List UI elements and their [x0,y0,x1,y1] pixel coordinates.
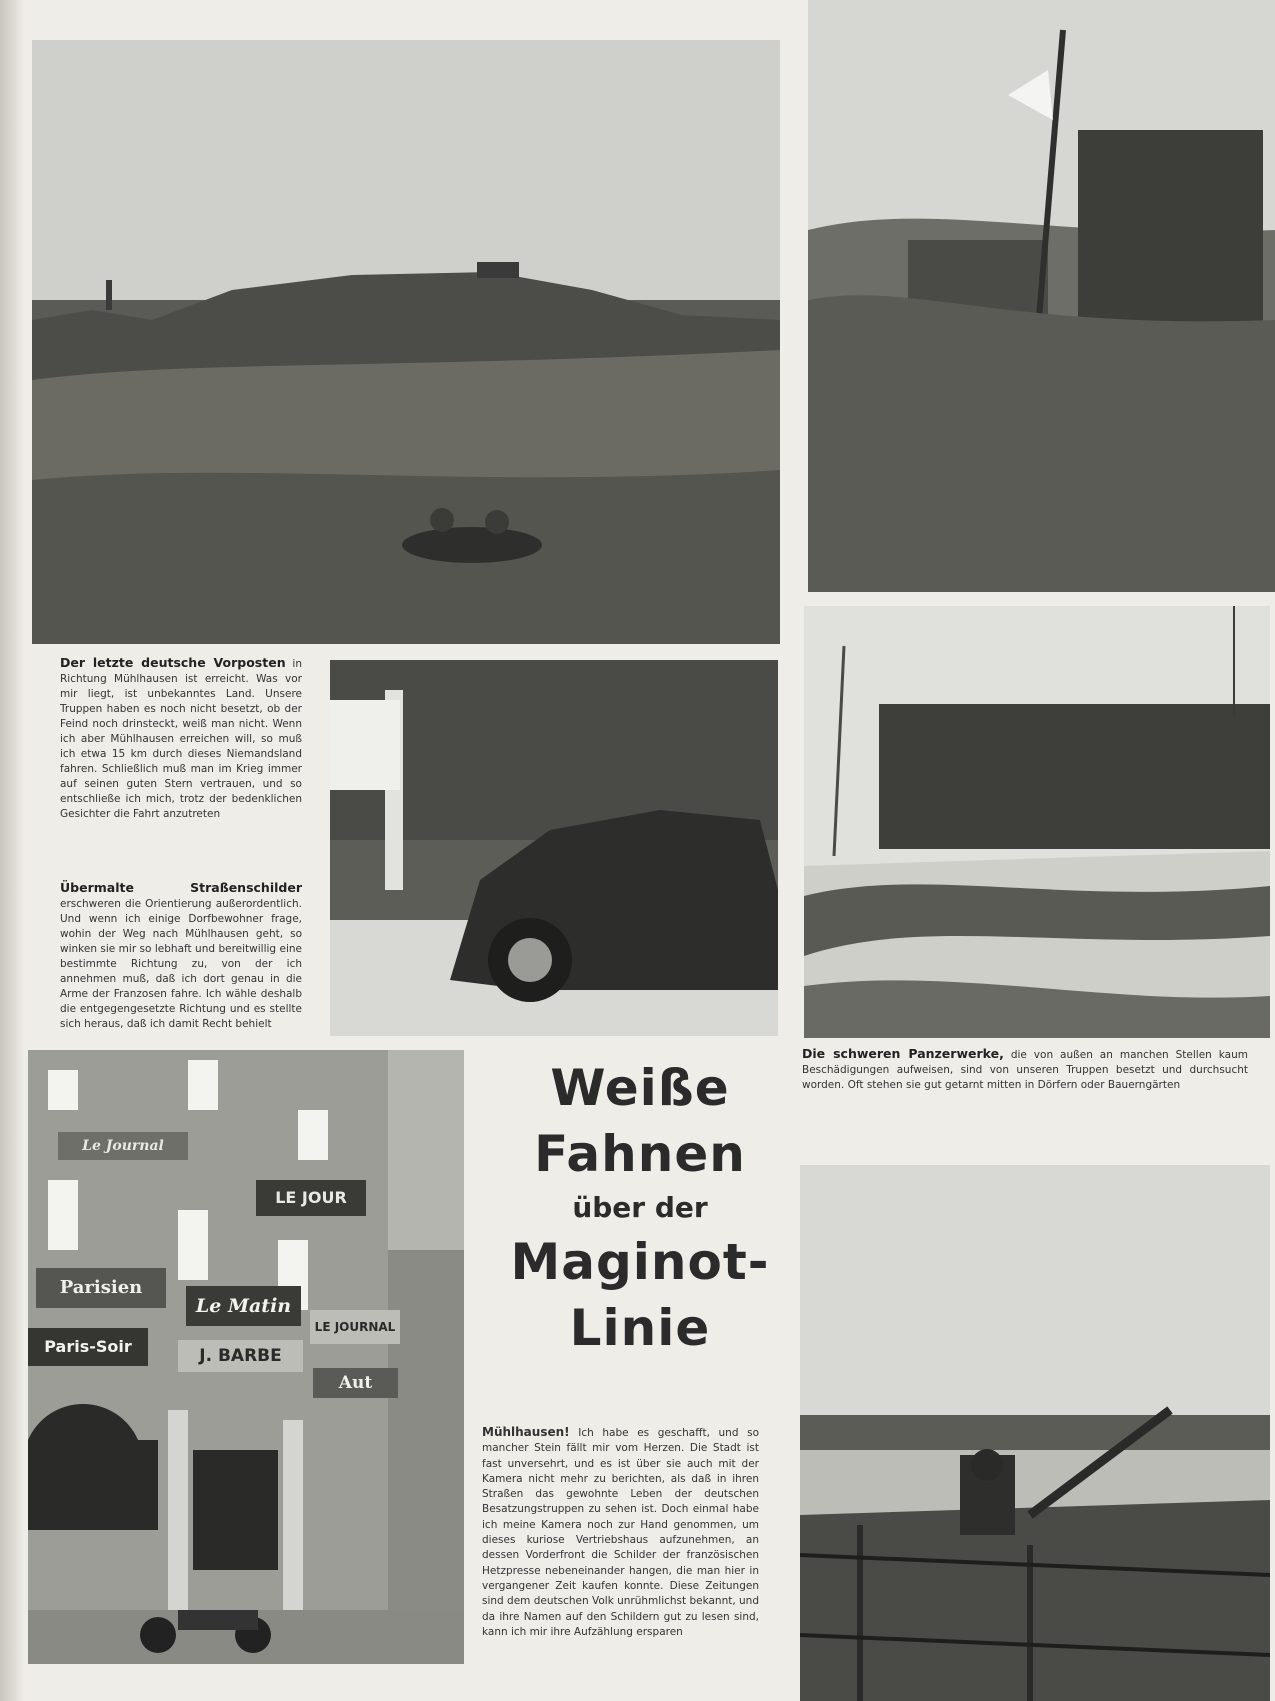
caption-vorposten [60,655,302,822]
caption-vorposten-lead: Der letzte deutsche Vorposten [60,655,286,670]
headline [480,1055,800,1361]
sign-parisien: Parisien [36,1268,166,1308]
white-flag-image [808,0,1275,592]
caption-strassenschilder-lead: Übermalte Straßenschilder [60,880,302,895]
headline-line-4: Maginot- [510,1233,770,1291]
photo-hill-outpost [32,40,780,644]
photo-river-gun-position [800,1165,1270,1701]
article-text: Ich habe es geschafft, und so mancher Stein fällt mir vom Herzen. Die Stadt ist fast unversehrt, und es ist über sie auch mit der Kamera nicht mehr zu berichten, als daß in ihren Straßen das gewohnte Leben der deutschen Besatzungstruppen zu sehen ist. Doch einmal habe ich meine Kamera noch zur Hand genommen, um dieses kuriose Vertriebshaus aufzunehmen, an dessen Vorderfront die Schilder der französischen Hetzpresse nebeneinander hangen, die man hier in vergangener Zeit kaufen konnte. Diese Zeitungen sind dem deutschen Volk unrühmlichst bekannt, und da ihre Namen auf den Schildern gut zu lesen sind, kann ich mir ihre Aufzählung ersparen [482,1427,760,1638]
sign-le-journal-2: LE JOURNAL [310,1310,400,1344]
hill-outpost-image [32,40,780,644]
caption-panzerwerke [802,1046,1248,1093]
article-body [482,1425,759,1640]
sign-le-jour: LE JOUR [256,1180,366,1216]
headline-line-3: über der [572,1191,708,1224]
headline-line-1: Weiße [550,1059,730,1117]
caption-vorposten-text: in Richtung Mühlhausen ist erreicht. Was vor mir liegt, ist unbekanntes Land. Unsere Truppen haben es noch nicht besetzt, ob der Feind noch drinsteckt, weiß man nicht. Wenn ich aber Mühlhausen erreichen will, so muß ich etwa 15 km durch dieses Niemandsland fahren. Schließlich muß man im Krieg immer auf seinen guten Stern vertrauen, und so entschließe ich mich, trotz der bedenklichen Gesichter die Fahrt anzutreten [60,658,302,820]
river-gun-image [800,1165,1270,1701]
photo-car-signpost [330,660,778,1036]
photo-panzerwerk [804,606,1270,1038]
caption-strassenschilder [60,880,302,1032]
photo-newspaper-shop [28,1050,464,1664]
caption-panzerwerke-lead: Die schweren Panzerwerke, [802,1046,1004,1061]
headline-line-5: Linie [569,1299,711,1357]
sign-j-barbe: J. BARBE [178,1340,303,1372]
headline-line-2: Fahnen [534,1125,746,1183]
book-spine-shadow [0,0,24,1701]
sign-aut: Aut [313,1368,398,1398]
sign-journal: Le Journal [58,1132,188,1160]
car-signpost-image [330,660,778,1036]
sign-paris-soir: Paris-Soir [28,1328,148,1366]
article-lead: Mühlhausen! [482,1425,570,1439]
caption-panzerwerke-text: die von außen an manchen Stellen kaum Beschädigungen aufweisen, sind von unseren Truppen besetzt und durchsucht worden. Oft stehen sie gut getarnt mitten in Dörfern oder Bauerngärten [802,1049,1248,1091]
panzerwerk-image [804,606,1270,1038]
sign-le-matin: Le Matin [186,1286,301,1326]
caption-strassenschilder-text: erschweren die Orientierung außerordentlich. Und wenn ich einige Dorfbewohner frage, wohin der Weg nach Mühlhausen geht, so winken sie mir so lebhaft und bereitwillig eine bestimmte Richtung zu, von der ich annehmen muß, daß ich dort genau in die Arme der Franzosen fahre. Ich wähle deshalb die entgegengesetzte Richtung und es stellte sich heraus, daß ich damit Recht behielt [60,898,302,1030]
photo-white-flag-bunker [808,0,1275,592]
